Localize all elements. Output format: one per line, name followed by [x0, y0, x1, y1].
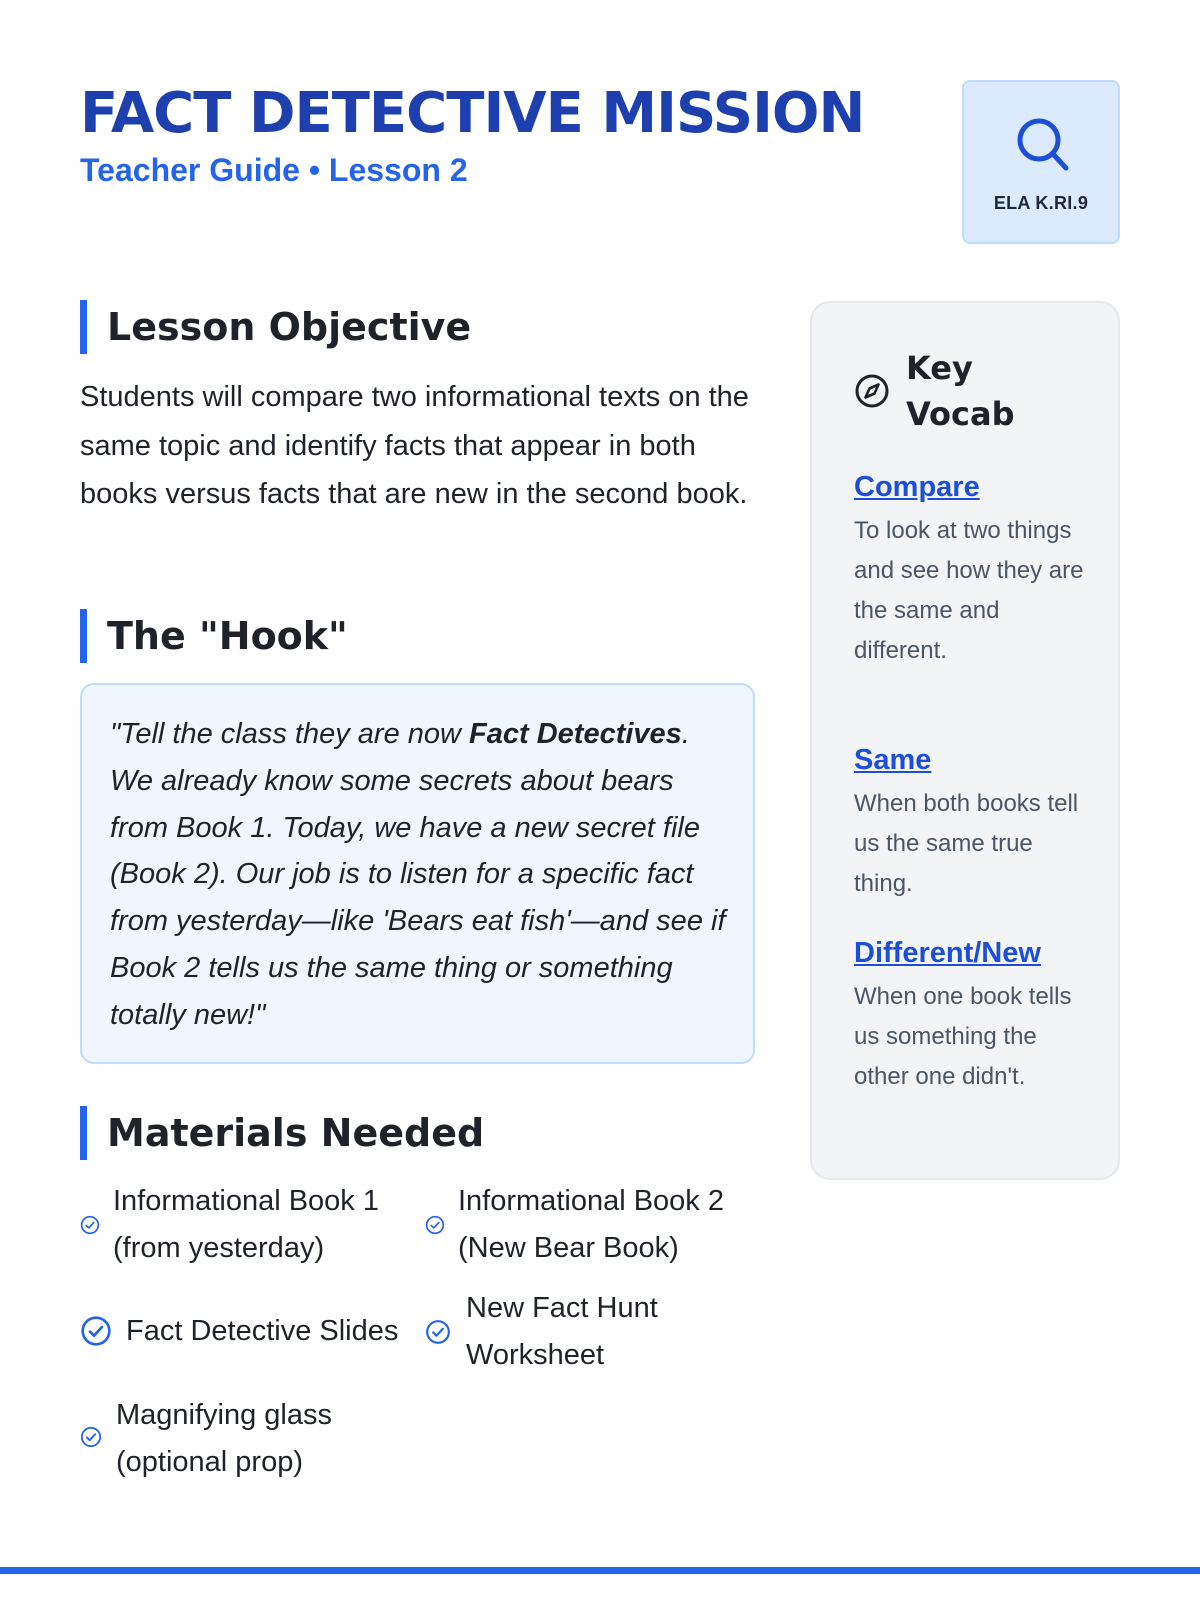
- vocab-definition: When both books tell us the same true thing.: [854, 790, 1079, 897]
- standard-badge: [962, 80, 1120, 244]
- hook-text-after: . We already know some secrets about bears from Book 1. Today, we have a new secret file (Book 2). Our job is to listen for a specific fact from yesterday—like 'Bears eat fish'—and see if Book 2 tells us the same thing or something totally new!": [110, 718, 726, 1031]
- material-label: Informational Book 2 (New Bear Book): [458, 1185, 724, 1264]
- hook-quote-box: [80, 683, 755, 1064]
- hook-text-before: "Tell the class they are now: [110, 718, 470, 750]
- compass-icon: [854, 373, 890, 409]
- page-subtitle: Teacher Guide • Lesson 2: [80, 152, 468, 188]
- check-circle-icon: [80, 1215, 100, 1235]
- check-circle-icon: [425, 1319, 451, 1345]
- vocab-term-different-new[interactable]: Different/New: [854, 937, 1041, 969]
- material-label: Magnifying glass (optional prop): [116, 1399, 332, 1478]
- material-label: Fact Detective Slides: [126, 1315, 399, 1347]
- objective-heading: Lesson Objective: [80, 300, 471, 354]
- check-circle-icon: [425, 1215, 445, 1235]
- hook-heading: The "Hook": [80, 609, 348, 663]
- materials-heading: Materials Needed: [80, 1106, 484, 1160]
- vocab-card: [810, 301, 1120, 1180]
- search-icon: [1015, 116, 1071, 174]
- material-label: New Fact Hunt Worksheet: [466, 1292, 658, 1371]
- vocab-term-same[interactable]: Same: [854, 744, 932, 776]
- vocab-definition: When one book tells us something the other one didn't.: [854, 983, 1072, 1090]
- standard-code: ELA K.RI.9: [993, 193, 1089, 213]
- check-circle-icon: [80, 1315, 112, 1347]
- check-circle-icon: [80, 1426, 102, 1448]
- vocab-heading: Key Vocab: [906, 349, 1015, 433]
- page-title: FACT DETECTIVE MISSION: [80, 81, 865, 146]
- vocab-definition: To look at two things and see how they are the same and different.: [854, 517, 1084, 664]
- material-label: Informational Book 1 (from yesterday): [113, 1185, 379, 1264]
- vocab-term-compare[interactable]: Compare: [854, 471, 980, 503]
- objective-text: Students will compare two informational texts on the same topic and identify facts that appear in both books versus facts that are new in the second book.: [80, 381, 749, 510]
- hook-quote: [110, 711, 733, 1039]
- footer-accent-bar: [0, 1567, 1200, 1574]
- hook-emphasis: Fact Detectives: [469, 718, 682, 750]
